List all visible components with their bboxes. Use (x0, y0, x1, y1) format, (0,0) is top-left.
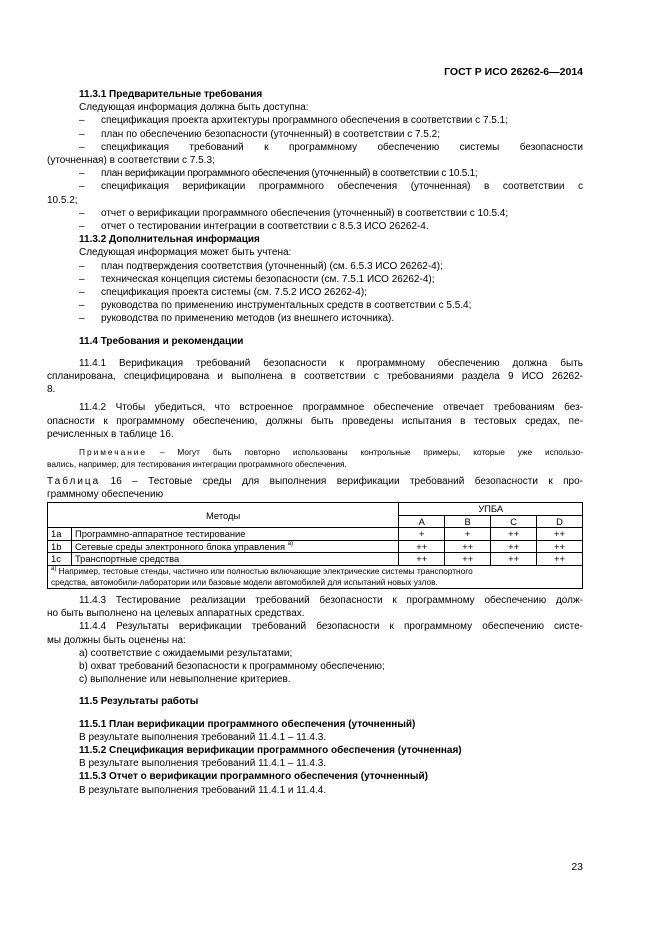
paragraph-11-4-1-line: 8. (47, 384, 56, 396)
list-item: c) выполнение или невыполнение критериев. (79, 674, 291, 686)
note-line: вались, например, для тестирования интеграции программного обеспечения. (47, 459, 347, 470)
list-item: – руководства по применению методов (из внешнего источника). (79, 313, 395, 325)
page-content (47, 88, 583, 797)
list-item: – спецификация верификации программного обеспечения (уточненная) в соответствии с (79, 181, 583, 193)
standard-header: ГОСТ Р ИСО 26262-6—2014 (444, 66, 583, 78)
row-value: ++ (399, 540, 445, 553)
paragraph-11-4-3-line: но быть выполнено на целевых аппаратных средствах. (47, 608, 305, 620)
table-header-asil: УПБА (399, 503, 583, 516)
row-value: + (445, 528, 491, 541)
table-16 (47, 502, 583, 589)
section-11-5-3-title: 11.5.3 Отчет о верификации программного обеспечения (уточненный) (79, 771, 428, 783)
page-number: 23 (571, 861, 583, 873)
table-row (48, 553, 583, 566)
row-value: ++ (445, 540, 491, 553)
row-value: ++ (537, 540, 583, 553)
section-11-5-1-title: 11.5.1 План верификации программного обеспечения (уточненный) (79, 718, 416, 730)
row-value: ++ (491, 528, 537, 541)
row-value: ++ (537, 553, 583, 566)
row-value: ++ (491, 553, 537, 566)
list-item: – план по обеспечению безопасности (уточненный) в соответствии с 7.5.2; (79, 128, 440, 140)
section-11-5-3-text: В результате выполнения требований 11.4.1 и 11.4.4. (79, 784, 327, 796)
list-item: a) соответствие с ожидаемыми результатами; (79, 647, 293, 659)
row-value: ++ (537, 528, 583, 541)
row-method: Программно-аппаратное тестирование (71, 528, 398, 541)
paragraph-11-4-2-line: 11.4.2 Чтобы убедиться, что встроенное программное обеспечение отвечает требованиям без- (79, 402, 583, 414)
row-value: ++ (399, 553, 445, 566)
list-item: – план верификации программного обеспечения (уточненный) в соответствии с 10.5.1; (79, 168, 478, 180)
list-item-continuation: 10.5.2; (47, 194, 78, 206)
paragraph-11-4-4-line: 11.4.4 Результаты верификации требований безопасности к программному обеспечению систе- (79, 621, 583, 633)
row-method: Сетевые среды электронного блока управления $^{a)}$ (71, 540, 398, 553)
list-item: – план подтверждения соответствия (уточненный) (см. 6.5.3 ИСО 26262-4); (79, 260, 443, 272)
section-11-3-2-intro: Следующая информация может быть учтена: (79, 247, 292, 259)
list-item: – техническая концепция системы безопасности (см. 7.5.1 ИСО 26262-4); (79, 273, 435, 285)
section-11-5-2-text: В результате выполнения требований 11.4.1 – 11.4.3. (79, 758, 327, 770)
paragraph-11-4-1-line: спланирована, специфицирована и выполнена в соответствии с требованиями раздела 9 ИСО 26262- (47, 371, 583, 383)
paragraph-11-4-2-line: опасности к программному обеспечению, должны быть проведены испытания в тестовых средах, пе- (47, 415, 583, 427)
list-item: – спецификация проекта системы (см. 7.5.2 ИСО 26262-4); (79, 287, 367, 299)
list-item: – спецификация требований к программному обеспечению системы безопасности (79, 141, 583, 153)
section-11-3-1-title: 11.3.1 Предварительные требования (79, 89, 263, 100)
row-value: ++ (491, 540, 537, 553)
list-item: – спецификация проекта архитектуры программного обеспечения в соответствии с 7.5.1; (79, 115, 508, 127)
table-header-asil-level: D (537, 515, 583, 528)
table-caption-line: граммному обеспечению (47, 489, 164, 501)
section-11-3-2-title: 11.3.2 Дополнительная информация (79, 234, 260, 246)
list-item: b) охват требований безопасности к программному обеспечению; (79, 661, 385, 672)
list-item-continuation: (уточненная) в соответствии с 7.5.3; (47, 155, 215, 167)
section-11-5-1-text: В результате выполнения требований 11.4.1 – 11.4.3. (79, 731, 327, 743)
row-id: 1a (48, 528, 72, 541)
list-item: – руководства по применению инструментальных средств в соответствии с 5.5.4; (79, 300, 472, 312)
list-item: – отчет о верификации программного обеспечения (уточненный) в соответствии с 10.5.4; (79, 207, 509, 219)
paragraph-11-4-1-line: 11.4.1 Верификация требований безопасности к программному обеспечению должна быть (79, 357, 583, 369)
section-11-3-1-intro: Следующая информация должна быть доступна: (79, 102, 309, 114)
row-value: ++ (445, 553, 491, 566)
row-id: 1c (48, 553, 72, 566)
paragraph-11-4-2-line: речисленных в таблице 16. (47, 428, 174, 440)
table-header-asil-level: A (399, 515, 445, 528)
table-header-methods: Методы (48, 503, 399, 528)
table-header-asil-level: B (445, 515, 491, 528)
section-11-5-title: 11.5 Результаты работы (79, 696, 199, 708)
section-11-4-title: 11.4 Требования и рекомендации (79, 335, 244, 347)
row-value: + (399, 528, 445, 541)
table-header-asil-level: C (491, 515, 537, 528)
table-row (48, 540, 583, 553)
paragraph-11-4-3-line: 11.4.3 Тестирование реализации требований безопасности к программному обеспечению долж- (79, 594, 583, 606)
paragraph-11-4-4-line: мы должны быть оценены на: (47, 634, 186, 646)
row-id: 1b (48, 540, 72, 553)
row-method: Транспортные средства (71, 553, 398, 566)
note-line: Примечание – Могут быть повторно использованы контрольные примеры, которые уже использо- (79, 447, 583, 458)
section-11-5-2-title: 11.5.2 Спецификация верификации программного обеспечения (уточненная) (79, 745, 462, 757)
table-row (48, 528, 583, 541)
table-caption-line: Таблица 16 – Тестовые среды для выполнения верификации требований безопасности к про- (47, 476, 583, 488)
table-footnote: $^{a)}$ Например, тестовые стенды, частично или полностью включающие электрические системы транспортного средства, автомобили-лаборатории или базовые модели автомобилей для испытаний новых узлов. (48, 565, 583, 588)
list-item: – отчет о тестировании интеграции в соответствии с 8.5.3 ИСО 26262-4. (79, 221, 429, 233)
footnote-ref: a) (287, 540, 294, 547)
